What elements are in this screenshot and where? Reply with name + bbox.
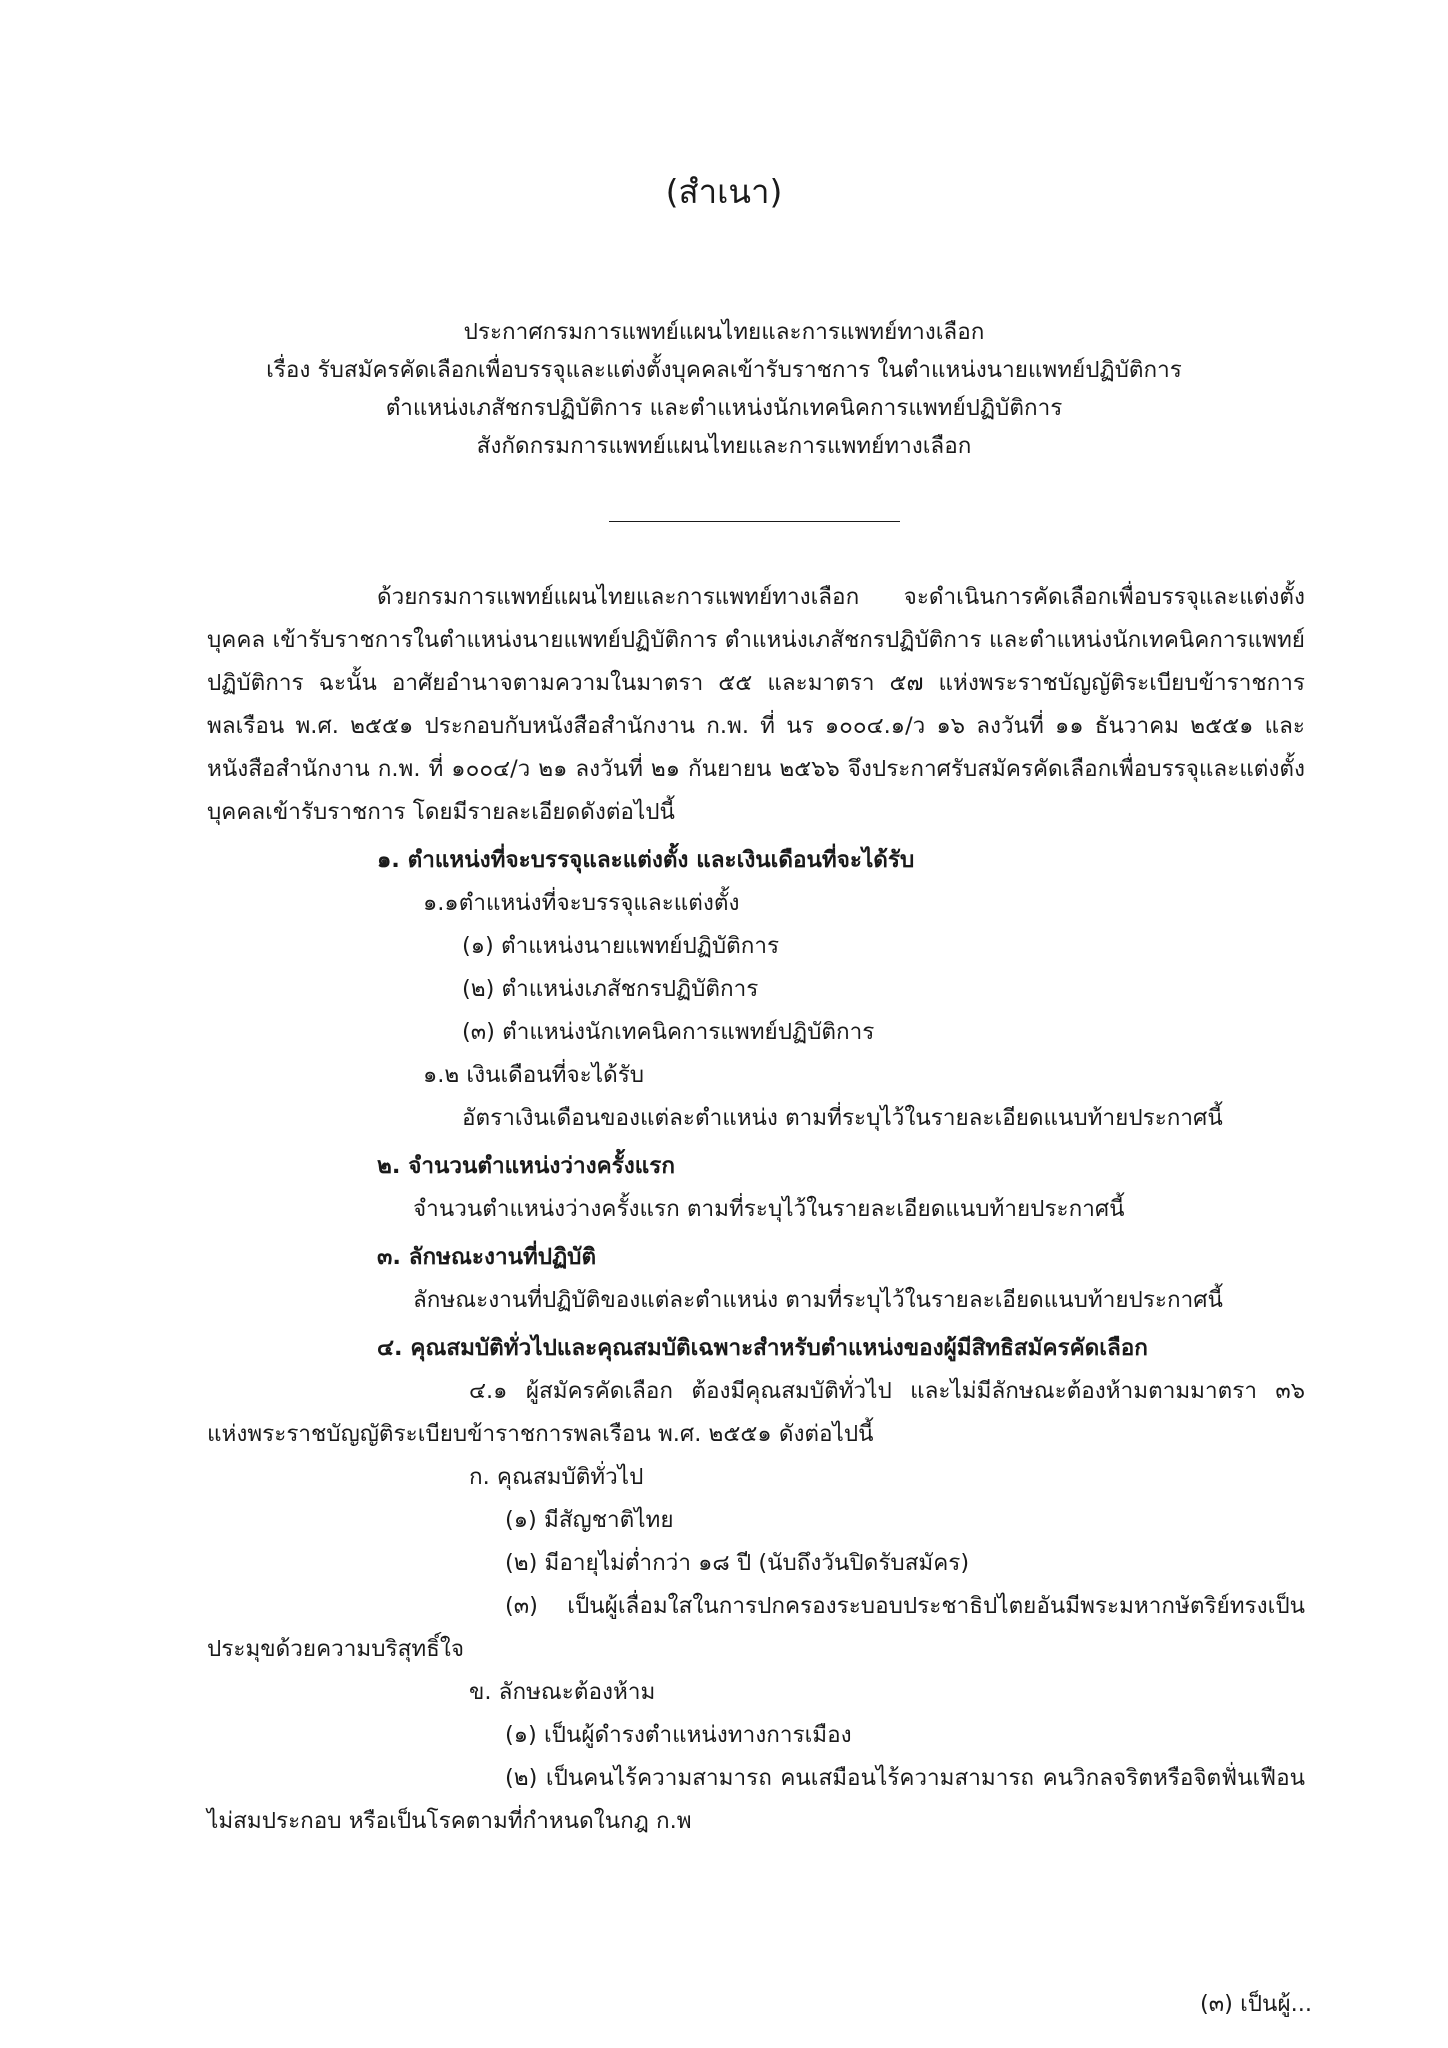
announcement-title — [0, 313, 1448, 465]
general-item: (๓) เป็นผู้เลื่อมใสในการปกครองระบอบประชาธิปไตยอันมีพระมหากษัตริย์ทรงเป็นประมุขด้วยความบริสุทธิ์ใจ — [207, 1593, 1305, 1662]
general-qualifications-label: ก. คุณสมบัติทั่วไป — [469, 1464, 644, 1490]
copy-mark: (สำเนา) — [665, 172, 783, 211]
section-1-heading: ๑. ตำแหน่งที่จะบรรจุและแต่งตั้ง และเงินเดือนที่จะได้รับ — [377, 847, 915, 873]
section-2-text: จำนวนตำแหน่งว่างครั้งแรก ตามที่ระบุไว้ในรายละเอียดแนบท้ายประกาศนี้ — [413, 1196, 1125, 1222]
position-item: (๒) ตำแหน่งเภสัชกรปฏิบัติการ — [462, 976, 759, 1002]
prohibited-item: (๑) เป็นผู้ดำรงตำแหน่งทางการเมือง — [505, 1722, 852, 1748]
general-item: (๑) มีสัญชาติไทย — [505, 1507, 674, 1533]
section-3-heading: ๓. ลักษณะงานที่ปฏิบัติ — [377, 1244, 597, 1270]
prohibited-item: (๒) เป็นคนไร้ความสามารถ คนเสมือนไร้ความสามารถ คนวิกลจริตหรือจิตฟั่นเฟือน ไม่สมประกอบ หรือเป็นโรคตามที่กำหนดในกฎ ก.พ — [207, 1765, 1305, 1834]
section-3-text: ลักษณะงานที่ปฏิบัติของแต่ละตำแหน่ง ตามที่ระบุไว้ในรายละเอียดแนบท้ายประกาศนี้ — [413, 1287, 1223, 1313]
section-1-2-label: ๑.๒ เงินเดือนที่จะได้รับ — [423, 1062, 645, 1088]
position-item: (๑) ตำแหน่งนายแพทย์ปฏิบัติการ — [462, 933, 780, 959]
title-line: ประกาศกรมการแพทย์แผนไทยและการแพทย์ทางเลือก — [463, 319, 985, 345]
title-line: ตำแหน่งเภสัชกรปฏิบัติการ และตำแหน่งนักเทคนิคการแพทย์ปฏิบัติการ — [385, 395, 1063, 421]
intro-paragraph: ด้วยกรมการแพทย์แผนไทยและการแพทย์ทางเลือก จะดำเนินการคัดเลือกเพื่อบรรจุและแต่งตั้งบุคคล เข้ารับราชการในตำแหน่งนายแพทย์ปฏิบัติการ ตำแหน่งเภสัชกรปฏิบัติการ และตำแหน่งนักเทคนิคการแพทย์ปฏิบัติการ ฉะนั้น อาศัยอำนาจตามความในมาตรา ๕๕ และมาตรา ๕๗ แห่งพระราชบัญญัติระเบียบข้าราชการพลเรือน พ.ศ. ๒๕๕๑ ประกอบกับหนังสือสำนักงาน ก.พ. ที่ นร ๑๐๐๔.๑/ว ๑๖ ลงวันที่ ๑๑ ธันวาคม ๒๕๕๑ และหนังสือสำนักงาน ก.พ. ที่ ๑๐๐๔/ว ๒๑ ลงวันที่ ๒๑ กันยายน ๒๕๖๖ จึงประกาศรับสมัครคัดเลือกเพื่อบรรจุและแต่งตั้งบุคคลเข้ารับราชการ โดยมีรายละเอียดดังต่อไปนี้ — [207, 584, 1305, 825]
title-line: เรื่อง รับสมัครคัดเลือกเพื่อบรรจุและแต่งตั้งบุคคลเข้ารับราชการ ในตำแหน่งนายแพทย์ปฏิบัติการ — [266, 357, 1182, 383]
section-4-1-text: ๔.๑ ผู้สมัครคัดเลือก ต้องมีคุณสมบัติทั่วไป และไม่มีลักษณะต้องห้ามตามมาตรา ๓๖ แห่งพระราชบัญญัติระเบียบข้าราชการพลเรือน พ.ศ. ๒๕๕๑ ดังต่อไปนี้ — [207, 1378, 1305, 1447]
document-body — [207, 576, 1305, 1843]
prohibited-label: ข. ลักษณะต้องห้าม — [469, 1679, 656, 1705]
title-divider — [609, 521, 900, 522]
title-line: สังกัดกรมการแพทย์แผนไทยและการแพทย์ทางเลือก — [476, 433, 972, 459]
section-1-1-label: ๑.๑ตำแหน่งที่จะบรรจุและแต่งตั้ง — [423, 890, 740, 916]
position-item: (๓) ตำแหน่งนักเทคนิคการแพทย์ปฏิบัติการ — [462, 1019, 875, 1045]
continued-marker: (๓) เป็นผู้... — [1200, 1991, 1313, 2017]
section-4-heading: ๔. คุณสมบัติทั่วไปและคุณสมบัติเฉพาะสำหรับตำแหน่งของผู้มีสิทธิสมัครคัดเลือก — [377, 1335, 1148, 1361]
general-item: (๒) มีอายุไม่ต่ำกว่า ๑๘ ปี (นับถึงวันปิดรับสมัคร) — [505, 1550, 970, 1576]
salary-text: อัตราเงินเดือนของแต่ละตำแหน่ง ตามที่ระบุไว้ในรายละเอียดแนบท้ายประกาศนี้ — [462, 1105, 1223, 1131]
section-2-heading: ๒. จำนวนตำแหน่งว่างครั้งแรก — [377, 1153, 675, 1179]
